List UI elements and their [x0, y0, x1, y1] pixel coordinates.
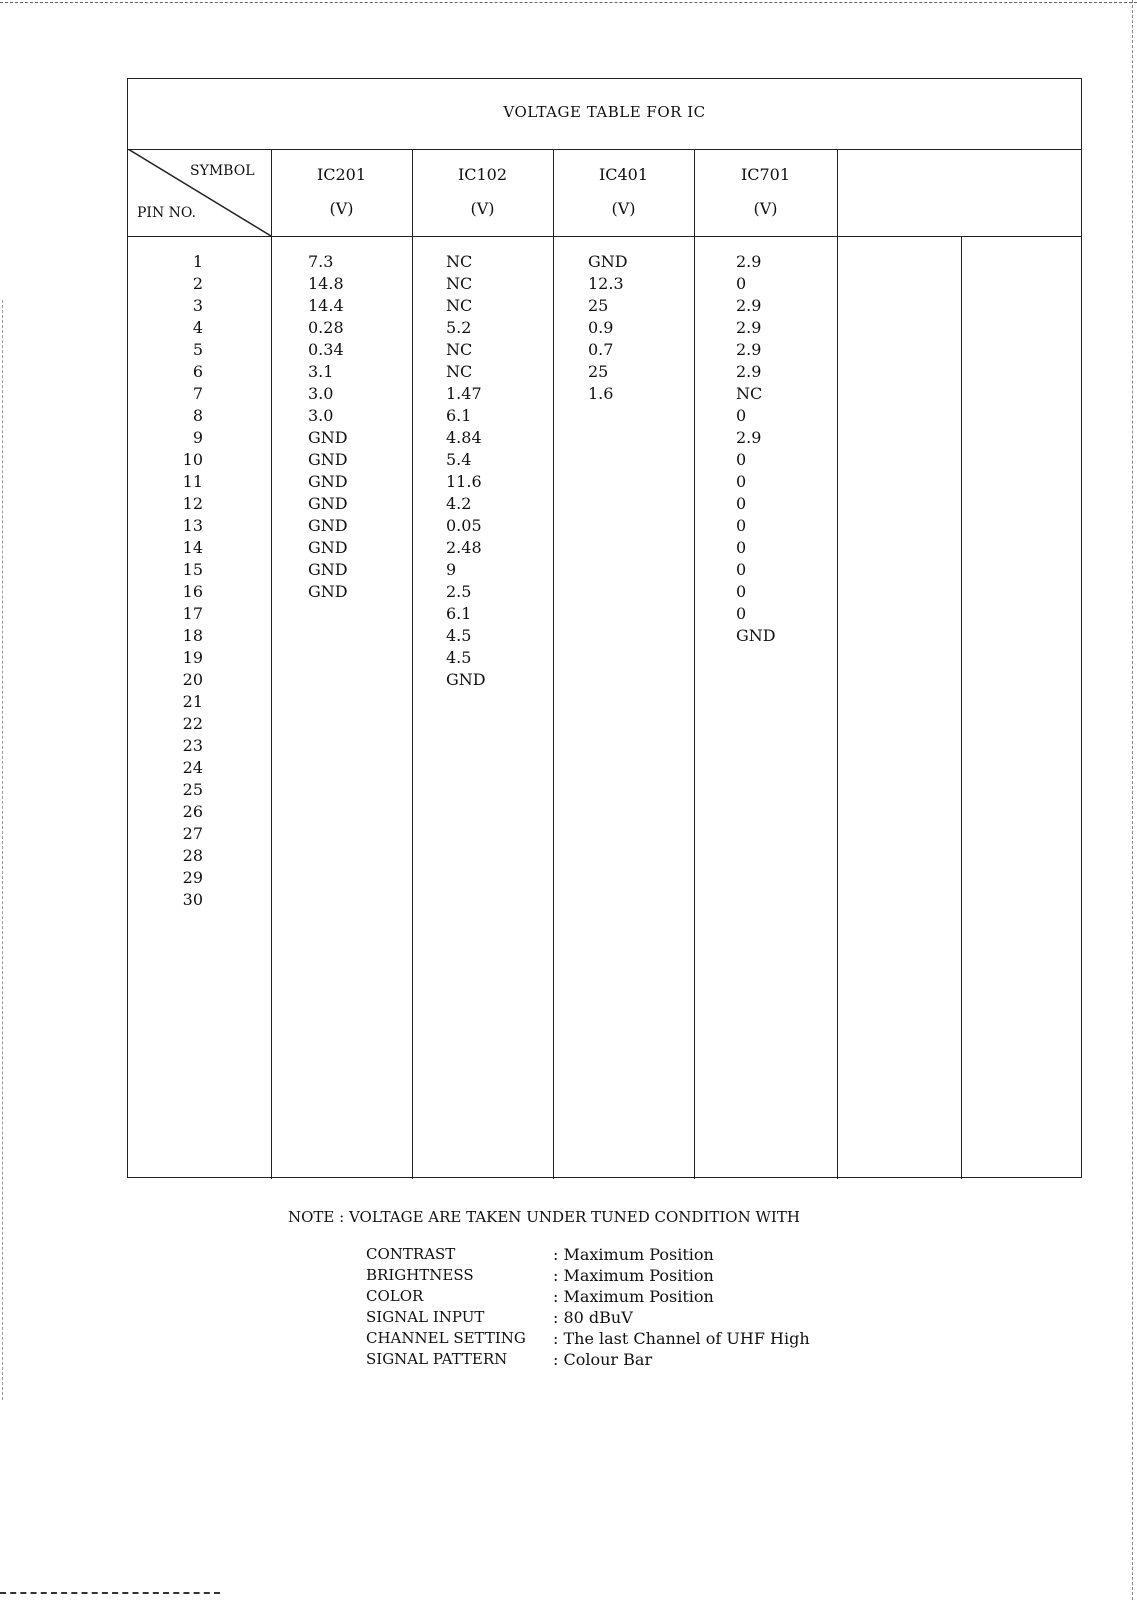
- voltage-cell: 5.4: [446, 450, 472, 469]
- voltage-cell: 4.5: [446, 648, 472, 667]
- voltage-cell: 14.8: [308, 274, 344, 293]
- voltage-cell: NC: [446, 362, 473, 381]
- pin-number: 7: [192, 384, 203, 403]
- column-header-ic401: [553, 149, 694, 236]
- voltage-cell: 1.6: [588, 384, 614, 403]
- pin-number: 1: [192, 252, 203, 271]
- voltage-cell: 25: [588, 362, 609, 381]
- note-condition-label: SIGNAL INPUT: [366, 1308, 485, 1326]
- voltage-cell: 1.47: [446, 384, 482, 403]
- voltage-cell: GND: [308, 428, 348, 447]
- pin-number: 11: [182, 472, 203, 491]
- column-divider: [837, 149, 838, 1179]
- pin-number: 19: [182, 648, 203, 667]
- note-condition-label: BRIGHTNESS: [366, 1266, 474, 1284]
- pin-number: 12: [182, 494, 203, 513]
- scan-edge-left: [2, 300, 3, 1400]
- note-condition-value: : Colour Bar: [553, 1350, 653, 1369]
- voltage-cell: GND: [308, 582, 348, 601]
- voltage-cell: 7.3: [308, 252, 334, 271]
- voltage-cell: 4.84: [446, 428, 482, 447]
- pin-number: 6: [192, 362, 203, 381]
- pin-number: 30: [182, 890, 203, 909]
- pin-number: 18: [182, 626, 203, 645]
- pin-number: 25: [182, 780, 203, 799]
- voltage-cell: 2.9: [736, 428, 762, 447]
- voltage-cell: 0: [736, 472, 747, 491]
- pin-number: 28: [182, 846, 203, 865]
- voltage-cell: 2.9: [736, 296, 762, 315]
- voltage-cell: 14.4: [308, 296, 344, 315]
- voltage-cell: NC: [736, 384, 763, 403]
- voltage-cell: 3.0: [308, 406, 334, 425]
- voltage-cell: 2.9: [736, 252, 762, 271]
- voltage-cell: GND: [588, 252, 628, 271]
- voltage-cell: 0: [736, 406, 747, 425]
- note-condition-value: : Maximum Position: [553, 1287, 714, 1306]
- voltage-cell: 25: [588, 296, 609, 315]
- voltage-cell: GND: [736, 626, 776, 645]
- voltage-cell: 2.9: [736, 318, 762, 337]
- column-header-ic201: [271, 149, 412, 236]
- pin-number: 2: [192, 274, 203, 293]
- scan-edge-bottom: [0, 1592, 220, 1594]
- note-condition-label: COLOR: [366, 1287, 424, 1305]
- voltage-cell: 12.3: [588, 274, 624, 293]
- column-unit: (V): [470, 199, 495, 218]
- voltage-cell: 0: [736, 516, 747, 535]
- voltage-cell: 5.2: [446, 318, 472, 337]
- voltage-cell: GND: [308, 494, 348, 513]
- voltage-cell: 9: [446, 560, 457, 579]
- note-condition-label: SIGNAL PATTERN: [366, 1350, 508, 1368]
- note-condition-value: : Maximum Position: [553, 1266, 714, 1285]
- voltage-cell: 11.6: [446, 472, 482, 491]
- note-condition-label: CHANNEL SETTING: [366, 1329, 526, 1347]
- voltage-cell: 0: [736, 560, 747, 579]
- note-condition-value: : The last Channel of UHF High: [553, 1329, 810, 1348]
- voltage-cell: 2.5: [446, 582, 472, 601]
- voltage-cell: 2.48: [446, 538, 482, 557]
- column-name: IC102: [457, 165, 508, 184]
- column-name: IC701: [740, 165, 791, 184]
- pin-number: 24: [182, 758, 203, 777]
- column-divider: [961, 236, 962, 1179]
- voltage-cell: GND: [308, 560, 348, 579]
- voltage-cell: 3.0: [308, 384, 334, 403]
- pin-number: 26: [182, 802, 203, 821]
- voltage-cell: GND: [308, 450, 348, 469]
- note-condition-label: CONTRAST: [366, 1245, 456, 1263]
- voltage-cell: 2.9: [736, 362, 762, 381]
- pin-number: 17: [182, 604, 203, 623]
- column-unit: (V): [611, 199, 636, 218]
- pin-number: 15: [182, 560, 203, 579]
- voltage-cell: 3.1: [308, 362, 334, 381]
- note-condition-value: : 80 dBuV: [553, 1308, 633, 1327]
- pin-number: 3: [192, 296, 203, 315]
- column-divider: [553, 149, 554, 1179]
- voltage-cell: 4.5: [446, 626, 472, 645]
- note-heading: NOTE : VOLTAGE ARE TAKEN UNDER TUNED CONDITION WITH: [288, 1208, 800, 1226]
- pin-number: 14: [182, 538, 203, 557]
- voltage-cell: 2.9: [736, 340, 762, 359]
- voltage-cell: 0: [736, 274, 747, 293]
- title-row: [128, 79, 1081, 150]
- voltage-cell: GND: [308, 538, 348, 557]
- voltage-cell: NC: [446, 274, 473, 293]
- voltage-cell: GND: [308, 516, 348, 535]
- pin-number: 27: [182, 824, 203, 843]
- voltage-cell: 0.05: [446, 516, 482, 535]
- column-divider: [412, 149, 413, 1179]
- column-unit: (V): [753, 199, 778, 218]
- voltage-cell: NC: [446, 340, 473, 359]
- pin-number: 20: [182, 670, 203, 689]
- voltage-cell: 0: [736, 450, 747, 469]
- voltage-table: [127, 78, 1082, 1178]
- pin-number: 13: [182, 516, 203, 535]
- pin-number: 9: [192, 428, 203, 447]
- pin-number: 23: [182, 736, 203, 755]
- voltage-cell: 0: [736, 582, 747, 601]
- voltage-cell: 6.1: [446, 406, 472, 425]
- pin-number: 29: [182, 868, 203, 887]
- voltage-cell: 0.28: [308, 318, 344, 337]
- voltage-cell: 0: [736, 494, 747, 513]
- column-divider: [271, 149, 272, 1179]
- voltage-cell: 0.9: [588, 318, 614, 337]
- voltage-cell: GND: [446, 670, 486, 689]
- pin-no-header: PIN NO.: [137, 205, 197, 221]
- voltage-cell: 0: [736, 604, 747, 623]
- pin-number: 21: [182, 692, 203, 711]
- pin-number: 4: [192, 318, 203, 337]
- voltage-cell: NC: [446, 296, 473, 315]
- voltage-cell: GND: [308, 472, 348, 491]
- voltage-cell: 0.34: [308, 340, 344, 359]
- pin-number: 5: [192, 340, 203, 359]
- scan-edge-top: [0, 2, 1137, 3]
- table-title: VOLTAGE TABLE FOR IC: [503, 103, 706, 121]
- voltage-cell: 0.7: [588, 340, 614, 359]
- note-condition-value: : Maximum Position: [553, 1245, 714, 1264]
- column-name: IC201: [316, 165, 367, 184]
- voltage-cell: 4.2: [446, 494, 472, 513]
- pin-number: 16: [182, 582, 203, 601]
- column-divider: [694, 149, 695, 1179]
- voltage-cell: 6.1: [446, 604, 472, 623]
- scan-edge-right: [1132, 0, 1133, 1600]
- column-header-ic102: [412, 149, 553, 236]
- voltage-cell: 0: [736, 538, 747, 557]
- pin-number: 10: [182, 450, 203, 469]
- column-header-ic701: [694, 149, 837, 236]
- column-unit: (V): [329, 199, 354, 218]
- pin-number: 8: [192, 406, 203, 425]
- pin-number: 22: [182, 714, 203, 733]
- column-name: IC401: [598, 165, 649, 184]
- symbol-header: SYMBOL: [190, 163, 255, 179]
- voltage-cell: NC: [446, 252, 473, 271]
